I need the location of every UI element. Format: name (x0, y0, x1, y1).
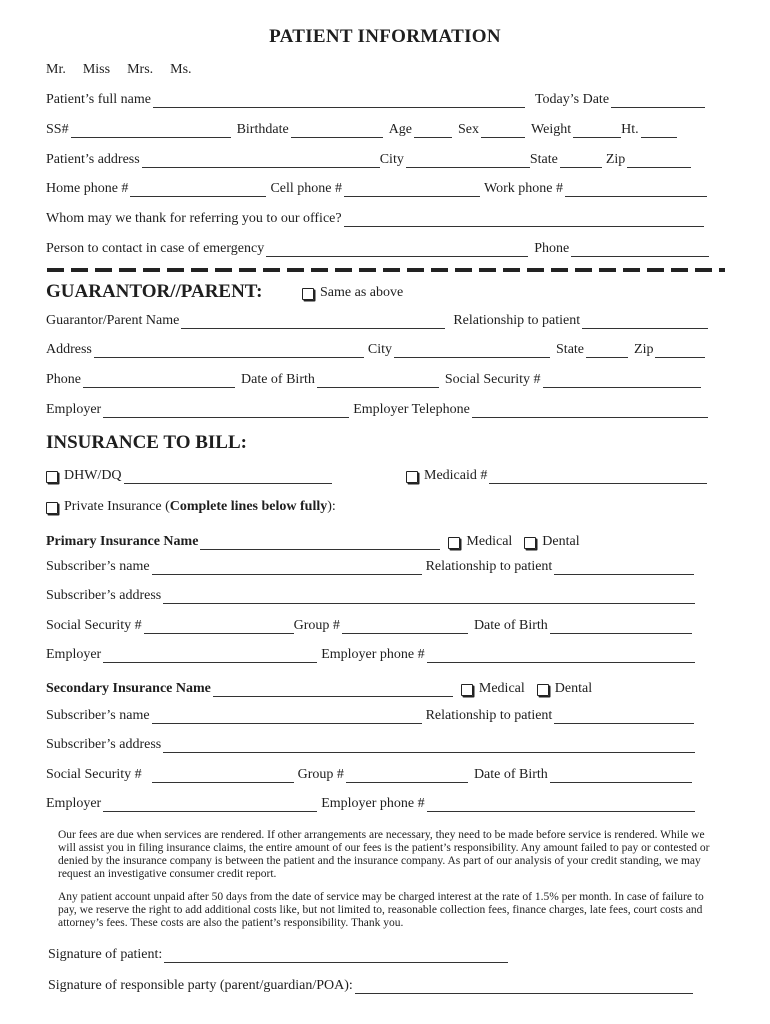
responsible-party-signature-label: Signature of responsible party (parent/guardian/POA): (48, 978, 353, 993)
secondary-subscriber-row (46, 704, 694, 724)
patient-phone-row (46, 177, 707, 197)
age-label: Age (388, 122, 413, 137)
primary-ssn-label: Social Security # (46, 618, 142, 633)
primary-dob-field[interactable] (550, 620, 692, 634)
address-field[interactable] (142, 154, 380, 168)
primary-medical-label: Medical (466, 534, 513, 549)
guarantor-phone-label: Phone (46, 372, 81, 387)
guarantor-employer-label: Employer (46, 402, 102, 417)
zip-field[interactable] (627, 154, 691, 168)
weight-field[interactable] (573, 124, 621, 138)
emergency-row (46, 237, 709, 257)
guarantor-employer-field[interactable] (103, 404, 349, 418)
full-name-field[interactable] (153, 94, 525, 108)
patient-name-row (46, 88, 705, 108)
weight-label: Weight (531, 122, 572, 137)
sex-field[interactable] (481, 124, 525, 138)
primary-dob-label: Date of Birth (473, 618, 548, 633)
guarantor-zip-label: Zip (634, 342, 654, 357)
birthdate-label: Birthdate (236, 122, 289, 137)
secondary-subscriber-name-label: Subscriber’s name (46, 708, 150, 723)
dhw-field[interactable] (124, 470, 332, 484)
secondary-employer-row (46, 792, 695, 812)
page-title: PATIENT INFORMATION (269, 26, 501, 47)
secondary-dob-label: Date of Birth (473, 767, 548, 782)
guarantor-phone-field[interactable] (83, 374, 235, 388)
secondary-insurance-name-field[interactable] (213, 683, 453, 697)
secondary-group-field[interactable] (346, 769, 468, 783)
primary-subscriber-name-field[interactable] (152, 561, 422, 575)
salutation-mr[interactable]: Mr. (46, 62, 66, 77)
private-insurance-row (46, 495, 338, 515)
primary-subscriber-address-label: Subscriber’s address (46, 588, 162, 603)
insurance-heading: INSURANCE TO BILL: (46, 432, 247, 453)
primary-employer-phone-field[interactable] (427, 649, 695, 663)
zip-label: Zip (605, 152, 626, 167)
guarantor-address-field[interactable] (94, 344, 364, 358)
guarantor-name-row (46, 309, 708, 329)
primary-employer-label: Employer (46, 647, 102, 662)
private-insurance-suffix: ): (327, 499, 336, 514)
secondary-subscriber-address-field[interactable] (163, 739, 695, 753)
responsible-party-signature-row (48, 974, 693, 994)
sex-label: Sex (458, 122, 480, 137)
secondary-ssn-row (46, 763, 692, 783)
medicaid-field[interactable] (489, 470, 707, 484)
todays-date-label: Today’s Date (534, 92, 610, 107)
salutation-mrs[interactable]: Mrs. (127, 62, 154, 77)
referral-label: Whom may we thank for referring you to our office? (46, 211, 342, 226)
primary-dental-checkbox[interactable] (524, 537, 536, 549)
dhw-row (46, 464, 332, 484)
primary-medical-checkbox[interactable] (448, 537, 460, 549)
secondary-dental-label: Dental (554, 681, 593, 696)
primary-relationship-field[interactable] (554, 561, 694, 575)
full-name-label: Patient’s full name (46, 92, 151, 107)
secondary-subscriber-address-label: Subscriber’s address (46, 737, 162, 752)
guarantor-dob-field[interactable] (317, 374, 439, 388)
home-phone-field[interactable] (130, 183, 266, 197)
cell-phone-field[interactable] (344, 183, 480, 197)
patient-details-row (46, 118, 677, 138)
referral-row (46, 207, 704, 227)
secondary-insurance-name-label: Secondary Insurance Name (46, 681, 211, 696)
age-field[interactable] (414, 124, 452, 138)
guarantor-relationship-field[interactable] (582, 315, 708, 329)
city-field[interactable] (406, 154, 530, 168)
referral-field[interactable] (344, 213, 704, 227)
emergency-contact-label: Person to contact in case of emergency (46, 241, 265, 256)
work-phone-label: Work phone # (483, 181, 563, 196)
patient-address-row (46, 148, 691, 168)
primary-insurance-name-field[interactable] (200, 536, 440, 550)
primary-employer-phone-label: Employer phone # (321, 647, 425, 662)
ssn-label: SS# (46, 122, 69, 137)
secondary-employer-label: Employer (46, 796, 102, 811)
secondary-subscriber-name-field[interactable] (152, 710, 422, 724)
secondary-relationship-label: Relationship to patient (425, 708, 553, 723)
secondary-employer-phone-field[interactable] (427, 798, 695, 812)
primary-employer-row (46, 643, 695, 663)
secondary-relationship-field[interactable] (554, 710, 694, 724)
secondary-medical-label: Medical (478, 681, 525, 696)
primary-group-label: Group # (293, 618, 340, 633)
primary-ssn-row (46, 614, 692, 634)
secondary-dental-checkbox[interactable] (537, 684, 549, 696)
primary-subscriber-name-label: Subscriber’s name (46, 559, 150, 574)
primary-employer-field[interactable] (103, 649, 317, 663)
secondary-subscriber-address-row (46, 733, 695, 753)
patient-signature-row (48, 943, 508, 963)
cell-phone-label: Cell phone # (270, 181, 342, 196)
secondary-group-label: Group # (297, 767, 344, 782)
guarantor-state-field[interactable] (586, 344, 628, 358)
same-as-above-label: Same as above (320, 285, 404, 300)
guarantor-city-field[interactable] (394, 344, 550, 358)
todays-date-field[interactable] (611, 94, 705, 108)
section-divider (47, 268, 725, 272)
primary-subscriber-row (46, 555, 694, 575)
patient-signature-label: Signature of patient: (48, 947, 163, 962)
emergency-phone-label: Phone (534, 241, 570, 256)
primary-dental-label: Dental (542, 534, 580, 549)
guarantor-city-label: City (367, 342, 393, 357)
address-label: Patient’s address (46, 152, 140, 167)
guarantor-phone-row (46, 368, 701, 388)
medicaid-checkbox[interactable] (406, 471, 418, 483)
home-phone-label: Home phone # (46, 181, 129, 196)
guarantor-zip-field[interactable] (655, 344, 705, 358)
guarantor-ssn-field[interactable] (543, 374, 701, 388)
primary-ssn-field[interactable] (144, 620, 294, 634)
emergency-phone-field[interactable] (571, 243, 709, 257)
dhw-checkbox[interactable] (46, 471, 58, 483)
secondary-insurance-row (46, 677, 594, 697)
state-label: State (529, 152, 558, 167)
salutation-miss[interactable]: Miss (82, 62, 111, 77)
same-as-above-row (302, 281, 405, 301)
birthdate-field[interactable] (291, 124, 383, 138)
primary-insurance-row (46, 530, 582, 550)
guarantor-ssn-label: Social Security # (444, 372, 541, 387)
private-insurance-label: Private Insurance ( (64, 499, 170, 514)
private-insurance-instruction: Complete lines below fully (169, 499, 328, 514)
height-label: Ht. (621, 122, 639, 137)
guarantor-name-field[interactable] (181, 315, 445, 329)
private-insurance-checkbox[interactable] (46, 502, 58, 514)
guarantor-dob-label: Date of Birth (241, 372, 315, 387)
work-phone-field[interactable] (565, 183, 707, 197)
dhw-label: DHW/DQ (64, 468, 122, 483)
guarantor-name-label: Guarantor/Parent Name (46, 313, 180, 328)
primary-group-field[interactable] (342, 620, 468, 634)
secondary-dob-field[interactable] (550, 769, 692, 783)
emergency-contact-field[interactable] (266, 243, 528, 257)
same-as-above-checkbox[interactable] (302, 288, 314, 300)
guarantor-relationship-label: Relationship to patient (453, 313, 581, 328)
guarantor-heading: GUARANTOR//PARENT: (46, 281, 263, 302)
height-field[interactable] (641, 124, 677, 138)
payment-policy-paragraph: Our fees are due when services are rendered. If other arrangements are necessary, they need to be made before service is rendered. While we will assist you in filing insurance claims, the entire amount of our fees is the patient’s responsibility. Any amount failed to pay or contested or denied by the insurance company is between the patient and the insurance company. As part of our analysis of your credit standing, we may request an investigative consumer credit report. (58, 829, 710, 880)
responsible-party-signature-field[interactable] (355, 980, 693, 994)
secondary-ssn-field[interactable] (152, 769, 294, 783)
primary-subscriber-address-row (46, 584, 695, 604)
primary-relationship-label: Relationship to patient (425, 559, 553, 574)
guarantor-address-label: Address (46, 342, 92, 357)
salutation-row (46, 58, 194, 78)
guarantor-employer-row (46, 398, 708, 418)
secondary-employer-phone-label: Employer phone # (321, 796, 425, 811)
ssn-field[interactable] (71, 124, 231, 138)
guarantor-employer-telephone-label: Employer Telephone (353, 402, 470, 417)
medicaid-row (406, 464, 707, 484)
secondary-medical-checkbox[interactable] (461, 684, 473, 696)
guarantor-employer-telephone-field[interactable] (472, 404, 708, 418)
interest-policy-paragraph: Any patient account unpaid after 50 days from the date of service may be charged interest at the rate of 1.5% per month. In case of failure to pay, we reserve the right to add additional costs like, but not limited to, reasonable collection fees, finance charges, late fees, court costs and attorney’s fees. These costs are also the patient’s responsibility. Thank you. (58, 891, 704, 929)
city-label: City (379, 152, 404, 167)
state-field[interactable] (560, 154, 602, 168)
guarantor-address-row (46, 338, 705, 358)
primary-subscriber-address-field[interactable] (163, 590, 695, 604)
secondary-ssn-label: Social Security # (46, 767, 142, 782)
medicaid-label: Medicaid # (424, 468, 488, 483)
primary-insurance-name-label: Primary Insurance Name (46, 534, 199, 549)
secondary-employer-field[interactable] (103, 798, 317, 812)
salutation-ms[interactable]: Ms. (170, 62, 192, 77)
guarantor-state-label: State (556, 342, 585, 357)
patient-signature-field[interactable] (164, 949, 508, 963)
